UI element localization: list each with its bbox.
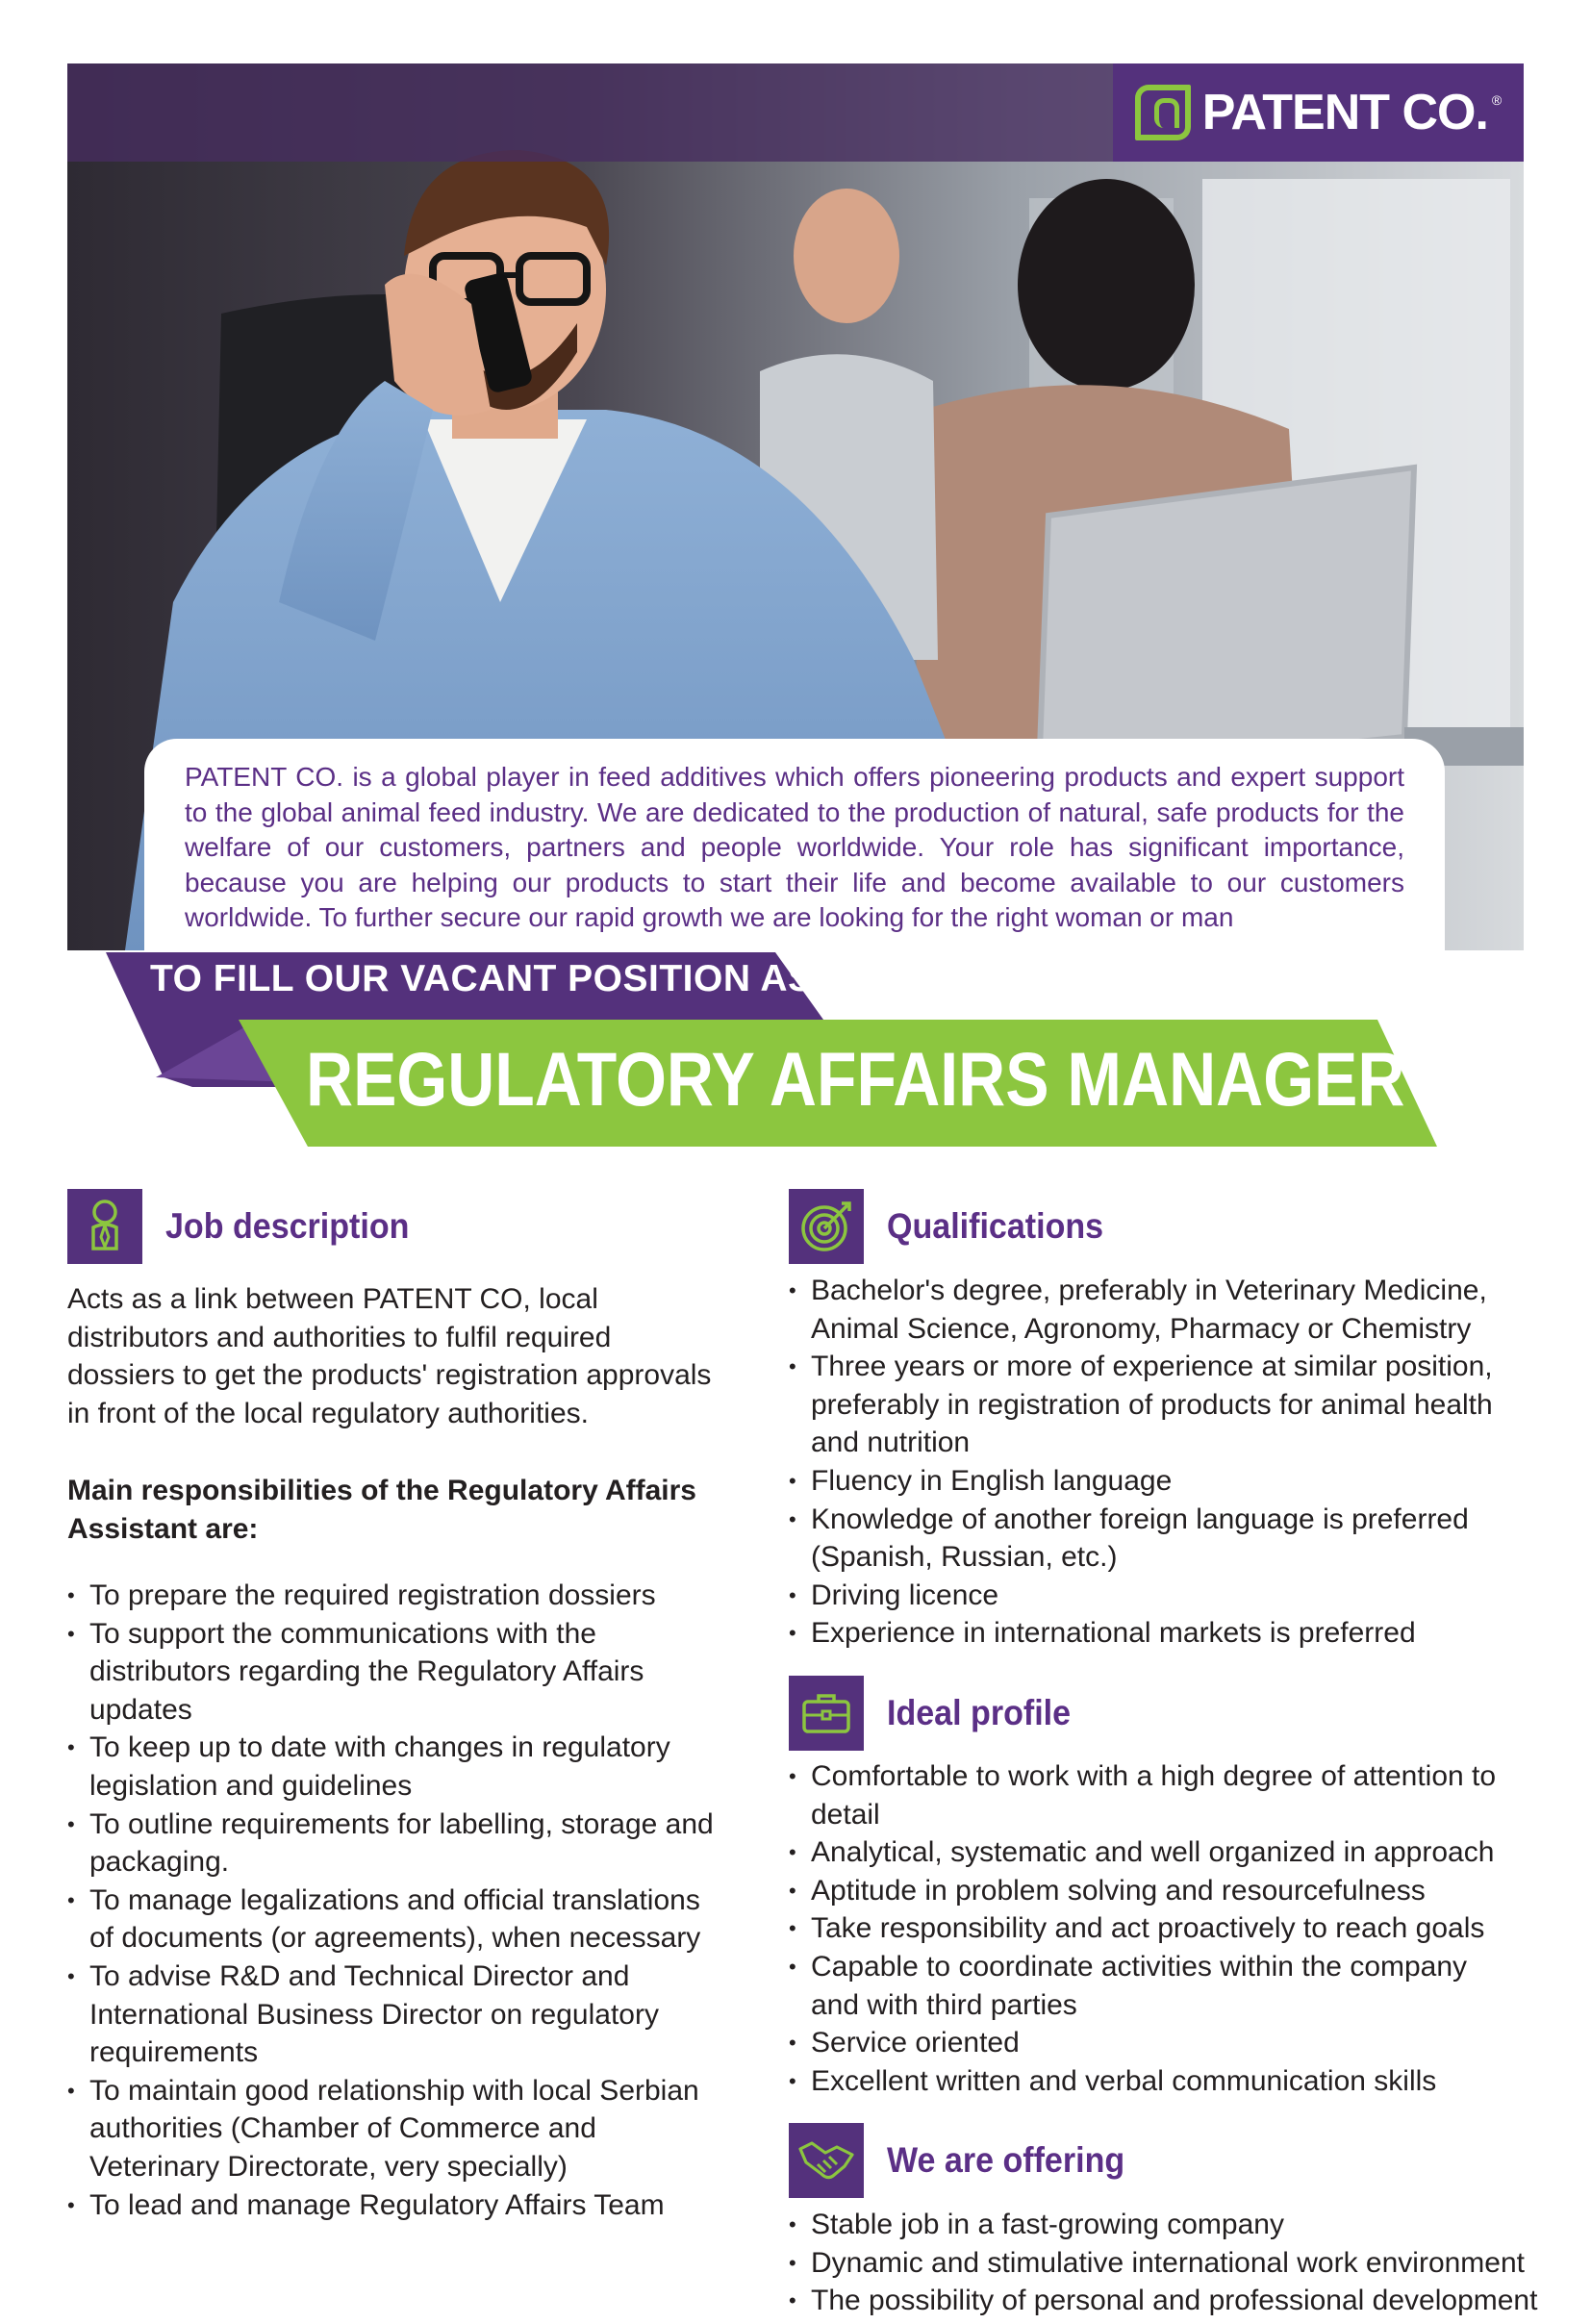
offering-header bbox=[789, 2123, 1146, 2198]
list-item: • Driving licence bbox=[789, 1577, 1520, 1615]
logo-text: PATENT CO. bbox=[1201, 85, 1488, 140]
list-item: • To maintain good relationship with local Serbian authorities (Chamber of Commerce and Veterinary Directorate, very specially) bbox=[67, 2072, 731, 2186]
qualifications-title: Qualifications bbox=[887, 1206, 1104, 1246]
intro-card bbox=[144, 739, 1445, 952]
handshake-icon bbox=[789, 2123, 864, 2198]
list-item: • Experience in international markets is preferred bbox=[789, 1614, 1520, 1653]
banner-subtitle: TO FILL OUR VACANT POSITION AS bbox=[150, 958, 814, 999]
target-icon bbox=[789, 1189, 864, 1264]
offering-list bbox=[789, 2206, 1558, 2320]
list-item: • Excellent written and verbal communication skills bbox=[789, 2062, 1520, 2101]
patent-logo-icon bbox=[1135, 85, 1191, 140]
list-item: • Stable job in a fast-growing company bbox=[789, 2206, 1558, 2244]
list-item: • Comfortable to work with a high degree of attention to detail bbox=[789, 1757, 1520, 1833]
list-item: • Analytical, systematic and well organized in approach bbox=[789, 1833, 1520, 1872]
qualifications-list bbox=[789, 1272, 1520, 1653]
responsibilities-list bbox=[67, 1577, 731, 2224]
list-item: • To outline requirements for labelling, storage and packaging. bbox=[67, 1806, 731, 1882]
list-item: • Take responsibility and act proactively to reach goals bbox=[789, 1909, 1520, 1948]
list-item: • To manage legalizations and official translations of documents (or agreements), when necessary bbox=[67, 1882, 731, 1958]
list-item: • Dynamic and stimulative international work environment bbox=[789, 2244, 1558, 2283]
list-item: • To advise R&D and Technical Director and International Business Director on regulatory requirements bbox=[67, 1958, 731, 2072]
list-item: • Knowledge of another foreign language is preferred (Spanish, Russian, etc.) bbox=[789, 1501, 1520, 1577]
briefcase-icon bbox=[789, 1676, 864, 1751]
ideal-profile-header bbox=[789, 1676, 1087, 1751]
list-item: • Bachelor's degree, preferably in Veterinary Medicine, Animal Science, Agronomy, Pharmacy or Chemistry bbox=[789, 1272, 1520, 1348]
registered-mark: ® bbox=[1491, 92, 1503, 108]
responsibilities-heading: Main responsibilities of the Regulatory Affairs Assistant are: bbox=[67, 1475, 696, 1545]
list-item: • Fluency in English language bbox=[789, 1462, 1520, 1501]
job-title: REGULATORY AFFAIRS MANAGER bbox=[306, 1036, 1405, 1122]
list-item: • To lead and manage Regulatory Affairs Team bbox=[67, 2186, 731, 2225]
ideal-profile-list bbox=[789, 1757, 1520, 2100]
list-item: • Aptitude in problem solving and resourcefulness bbox=[789, 1872, 1520, 1910]
intro-text: PATENT CO. is a global player in feed additives which offers pioneering products and expert support to the global animal feed industry. We are dedicated to the production of natural, safe products for the welfare of our customers, partners and people worldwide. Your role has significant importance, because you are helping our products to start their life and become available to our customers worldwide. To further secure our rapid growth we are looking for the right woman or man bbox=[185, 762, 1404, 932]
list-item: • Three years or more of experience at similar position, preferably in registration of products for animal health and nutrition bbox=[789, 1348, 1520, 1462]
job-description-header bbox=[67, 1189, 430, 1264]
qualifications-header bbox=[789, 1189, 1123, 1264]
list-item: • Capable to coordinate activities within the company and with third parties bbox=[789, 1948, 1520, 2024]
offering-title: We are offering bbox=[887, 2140, 1125, 2180]
list-item: • To keep up to date with changes in regulatory legislation and guidelines bbox=[67, 1729, 731, 1805]
company-logo bbox=[1113, 63, 1524, 162]
job-description-title: Job description bbox=[165, 1206, 410, 1246]
ideal-profile-title: Ideal profile bbox=[887, 1693, 1072, 1732]
job-summary: Acts as a link between PATENT CO, local distributors and authorities to fulfil required dossiers to get the products' registration approvals in front of the local regulatory authorities. bbox=[67, 1283, 712, 1429]
list-item: • To support the communications with the distributors regarding the Regulatory Affairs updates bbox=[67, 1615, 731, 1730]
list-item: • To prepare the required registration dossiers bbox=[67, 1577, 731, 1615]
list-item: • The possibility of personal and professional development bbox=[789, 2282, 1558, 2320]
list-item: • Service oriented bbox=[789, 2024, 1520, 2062]
person-tie-icon bbox=[67, 1189, 142, 1264]
